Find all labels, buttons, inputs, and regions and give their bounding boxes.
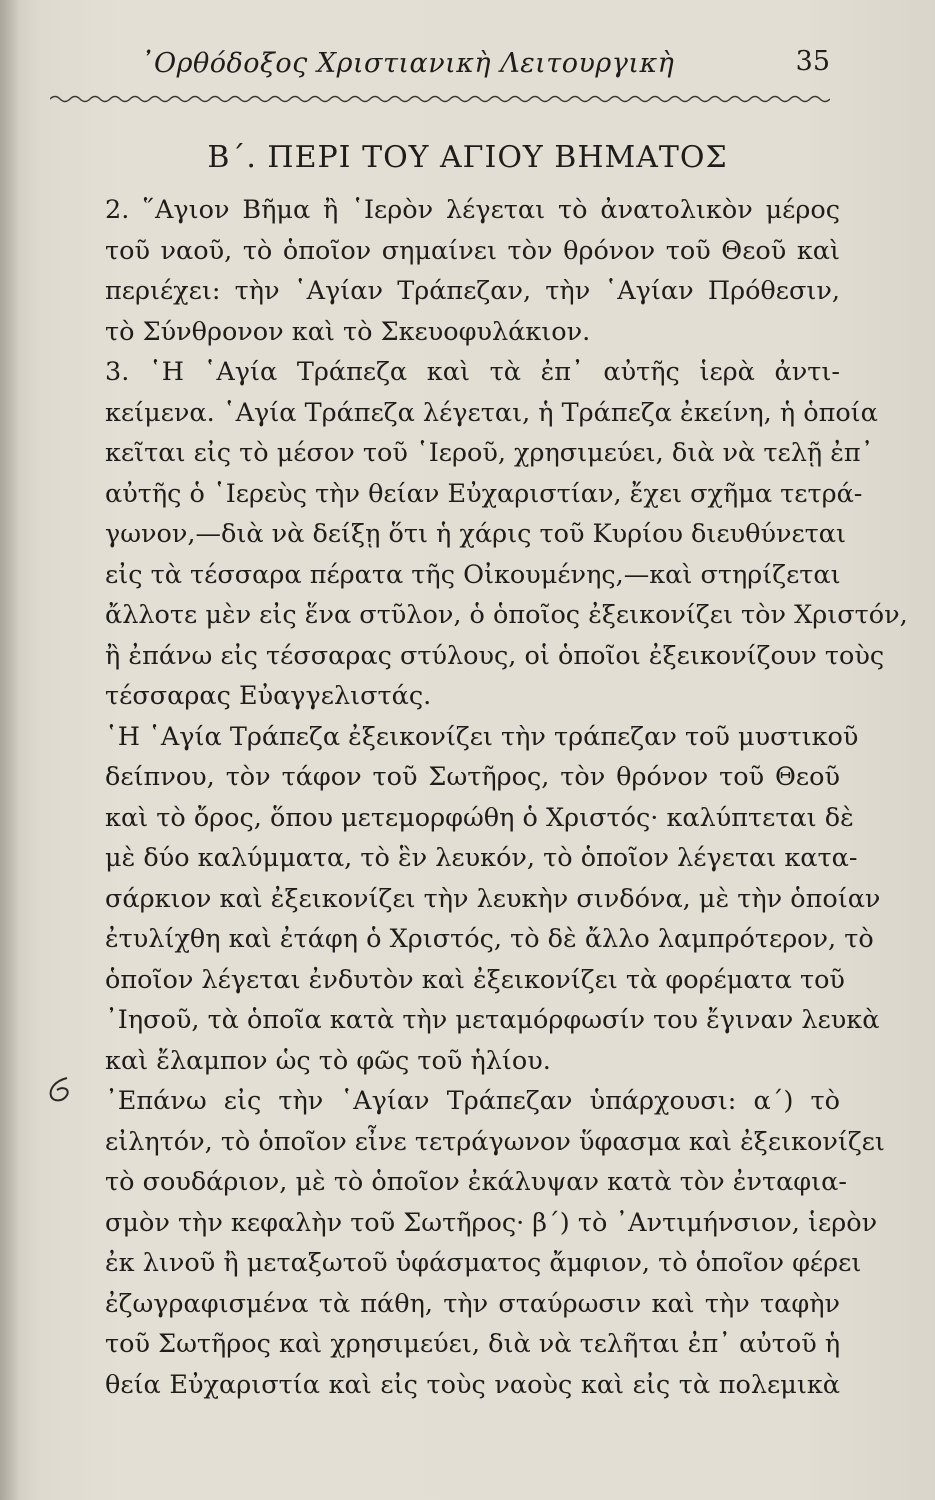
text-line: περιέχει: τὴν ῾Αγίαν Τράπεζαν, τὴν ῾Αγίαν Πρόθεσιν, — [105, 276, 840, 306]
text-line: 2. ῞Αγιον Βῆμα ἢ ῾Ιερὸν λέγεται τὸ ἀνατολικὸν μέρος — [105, 195, 840, 225]
handwritten-margin-mark — [45, 1075, 75, 1105]
page-binding-shadow — [0, 0, 18, 1500]
text-line: ἐτυλίχθη καὶ ἐτάφη ὁ Χριστός, τὸ δὲ ἄλλο λαμπρότερον, τὸ — [105, 924, 874, 954]
text-line: τὸ σουδάριον, μὲ τὸ ὁποῖον ἐκάλυψαν κατὰ τὸν ἐνταφια- — [105, 1167, 847, 1197]
text-line: ᾿Ιησοῦ, τὰ ὁποῖα κατὰ τὴν μεταμόρφωσίν του ἔγιναν λευκὰ — [105, 1005, 880, 1035]
text-line: ᾿Επάνω εἰς τὴν ῾Αγίαν Τράπεζαν ὑπάρχουσι: α΄) τὸ — [105, 1086, 840, 1116]
text-line: εἰς τὰ τέσσαρα πέρατα τῆς Οἰκουμένης,—καὶ στηρίζεται — [105, 559, 841, 590]
header-wavy-rule — [50, 92, 830, 106]
page-header — [140, 40, 830, 90]
text-line: κείμενα. ῾Αγία Τράπεζα λέγεται, ἡ Τράπεζα ἐκείνη, ἡ ὁποία — [105, 397, 878, 428]
text-line: σμὸν τὴν κεφαλὴν τοῦ Σωτῆρος· β΄) τὸ ᾿Αντιμήνσιον, ἱερὸν — [105, 1207, 878, 1238]
text-line: τοῦ ναοῦ, τὸ ὁποῖον σημαίνει τὸν θρόνον τοῦ Θεοῦ καὶ — [105, 235, 840, 266]
text-line: γωνον,—διὰ νὰ δείξῃ ὅτι ἡ χάρις τοῦ Κυρίου διευθύνεται — [105, 519, 847, 549]
paragraph-epano — [60, 1081, 885, 1405]
paragraph-2 — [60, 190, 840, 352]
page-number: 35 — [795, 46, 830, 77]
text-line: αὐτῆς ὁ ῾Ιερεὺς τὴν θείαν Εὐχαριστίαν, ἔχει σχῆμα τετρά- — [105, 478, 863, 509]
text-line: 3. ῾Η ῾Αγία Τράπεζα καὶ τὰ ἐπ᾿ αὐτῆς ἱερὰ ἀντι- — [105, 357, 840, 387]
body-text — [60, 190, 908, 1405]
text-line: ὁποῖον λέγεται ἐνδυτὸν καὶ ἐξεικονίζει τὰ φορέματα τοῦ — [105, 964, 845, 995]
text-line: ἐζωγραφισμένα τὰ πάθη, τὴν σταύρωσιν καὶ τὴν ταφὴν — [105, 1288, 840, 1319]
running-title: ᾿Ορθόδοξος Χριστιανικὴ Λειτουργικὴ — [140, 48, 675, 79]
text-line: ἢ ἐπάνω εἰς τέσσαρας στύλους, οἱ ὁποῖοι ἐξεικονίζουν τοὺς — [105, 640, 885, 671]
text-line: τὸ Σύνθρονον καὶ τὸ Σκευοφυλάκιον. — [105, 316, 591, 347]
text-line: τέσσαρας Εὐαγγελιστάς. — [105, 681, 432, 711]
text-line: καὶ τὸ ὄρος, ὅπου μετεμορφώθη ὁ Χριστός· καλύπτεται δὲ — [105, 802, 854, 833]
text-line: κεῖται εἰς τὸ μέσον τοῦ ῾Ιεροῦ, χρησιμεύει, διὰ νὰ τελῇ ἐπ᾿ — [105, 438, 874, 468]
text-line: τοῦ Σωτῆρος καὶ χρησιμεύει, διὰ νὰ τελῆται ἐπ᾿ αὐτοῦ ἡ — [105, 1329, 841, 1359]
text-line: ῾Η ῾Αγία Τράπεζα ἐξεικονίζει τὴν τράπεζαν τοῦ μυστικοῦ — [105, 721, 859, 752]
text-line: θεία Εὐχαριστία καὶ εἰς τοὺς ναοὺς καὶ εἰς τὰ πολεμικὰ — [105, 1369, 840, 1400]
paragraph-3 — [60, 352, 908, 717]
text-line: δείπνου, τὸν τάφον τοῦ Σωτῆρος, τὸν θρόνον τοῦ Θεοῦ — [105, 762, 840, 792]
section-title: Β΄. ΠΕΡΙ ΤΟΥ ΑΓΙΟΥ ΒΗΜΑΤΟΣ — [207, 140, 728, 175]
text-line: ἐκ λινοῦ ἢ μεταξωτοῦ ὑφάσματος ἄμφιον, τὸ ὁποῖον φέρει — [105, 1248, 862, 1278]
text-line: εἰλητόν, τὸ ὁποῖον εἶνε τετράγωνον ὕφασμα καὶ ἐξεικονίζει — [105, 1126, 885, 1157]
text-line: καὶ ἔλαμπον ὡς τὸ φῶς τοῦ ἡλίου. — [105, 1045, 551, 1076]
text-line: σάρκιον καὶ ἐξεικονίζει τὴν λευκὴν σινδόνα, μὲ τὴν ὁποίαν — [105, 883, 881, 914]
paragraph-agia-trapeza — [60, 717, 881, 1082]
text-line: μὲ δύο καλύμματα, τὸ ἓν λευκόν, τὸ ὁποῖον λέγεται κατα- — [105, 843, 858, 873]
text-line: ἄλλοτε μὲν εἰς ἕνα στῦλον, ὁ ὁποῖος ἐξεικονίζει τὸν Χριστόν, — [105, 600, 908, 630]
